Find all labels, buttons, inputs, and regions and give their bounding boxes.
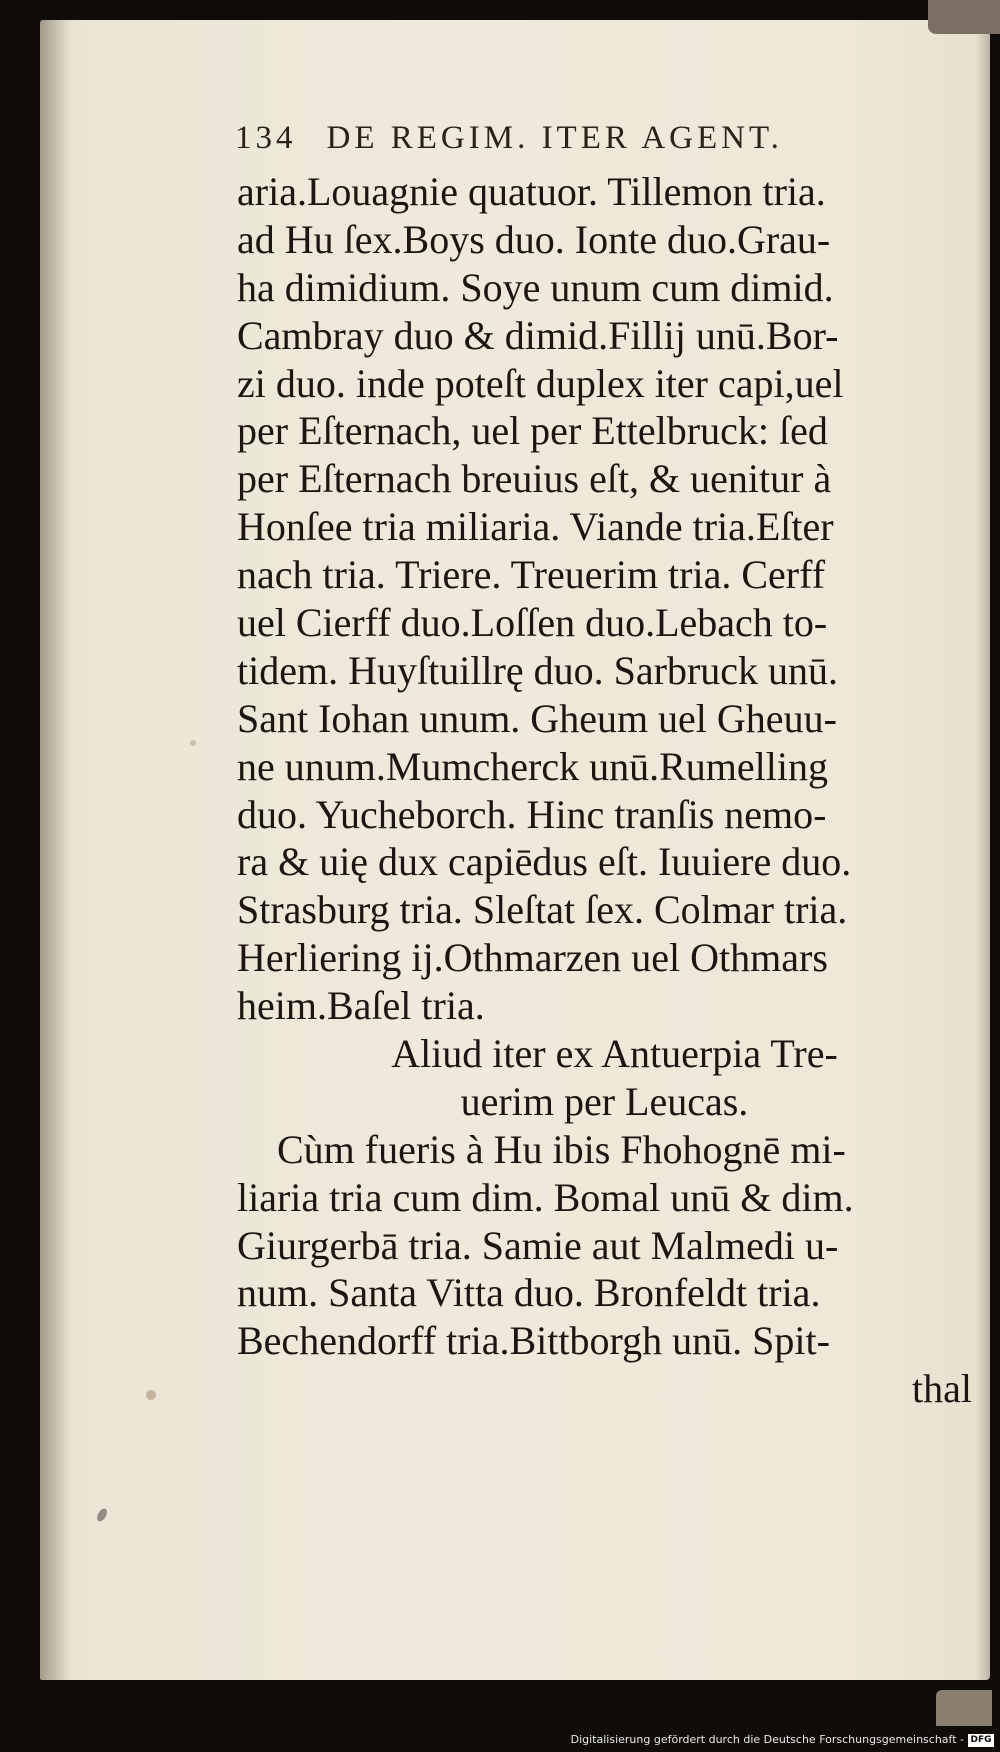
text-line: uel Cierff duo.Loſſen duo.Lebach to- <box>237 600 828 646</box>
text-line: per Eſternach breuius eſt, & uenitur à <box>237 456 832 502</box>
dfg-logo: DFG <box>968 1734 994 1747</box>
text-line: ne unum.Mumcherck unū.Rumelling <box>237 743 829 789</box>
text-line: zi duo. inde poteſt duplex iter capi,uel <box>237 360 844 406</box>
text-line: nach tria. Triere. Treuerim tria. Cerff <box>237 552 826 598</box>
text-line: aria.Louagnie quatuor. Tillemon tria. <box>237 169 826 214</box>
funding-credit: Digitalisierung gefördert durch die Deutsche Forschungsgemeinschaft - <box>570 1733 964 1746</box>
running-head <box>235 120 935 164</box>
section-heading: uerim per Leucas. <box>460 1078 749 1124</box>
text-line: num. Santa Vitta duo. Bronfeldt tria. <box>237 1270 821 1316</box>
text-line: duo. Yucheborch. Hinc tranſis nemo- <box>237 791 827 837</box>
text-block <box>237 168 972 1413</box>
text-line: liaria tria cum dim. Bomal unū & dim. <box>237 1174 854 1220</box>
text-line: ra & uię dux capiēdus eſt. Iuuiere duo. <box>237 839 852 885</box>
foxing-spot <box>190 740 196 746</box>
text-line: Herliering ij.Othmarzen uel Othmars <box>237 935 828 981</box>
text-line: heim.Baſel tria. <box>237 983 485 1029</box>
text-line: ad Hu ſex.Boys duo. Ionte duo.Grau- <box>237 216 831 262</box>
foxing-spot <box>146 1390 156 1400</box>
text-line: tidem. Huyſtuillrę duo. Sarbruck unū. <box>237 647 839 693</box>
text-line: Strasburg tria. Sleſtat ſex. Colmar tria. <box>237 887 848 933</box>
page-edge <box>976 20 990 1680</box>
text-line: Honſee tria miliaria. Viande tria.Eſter <box>237 504 834 550</box>
text-line: Bechendorff tria.Bittborgh unū. Spit- <box>237 1318 830 1364</box>
binding-shadow <box>40 20 70 1680</box>
page-corner-tab <box>936 1690 992 1730</box>
section-heading: Aliud iter ex Antuerpia Tre- <box>391 1031 838 1077</box>
running-title: DE REGIM. ITER AGENT. <box>326 120 783 156</box>
page-corner-tab <box>928 0 1000 34</box>
text-line: Cambray duo & dimid.Fillij unū.Bor- <box>237 312 839 358</box>
text-line: Giurgerbā tria. Samie aut Malmedi u- <box>237 1222 839 1268</box>
text-line: per Eſternach, uel per Ettelbruck: ſed <box>237 408 828 454</box>
text-line: Cùm fueris à Hu ibis Fhohognē mi- <box>277 1126 846 1172</box>
text-line: ha dimidium. Soye unum cum dimid. <box>237 264 834 310</box>
catchword: thal <box>912 1366 972 1412</box>
text-line: Sant Iohan unum. Gheum uel Gheuu- <box>237 695 837 741</box>
footer-bar <box>0 1726 1000 1752</box>
folio-number: 134 <box>235 120 297 156</box>
ink-mark <box>95 1507 109 1523</box>
